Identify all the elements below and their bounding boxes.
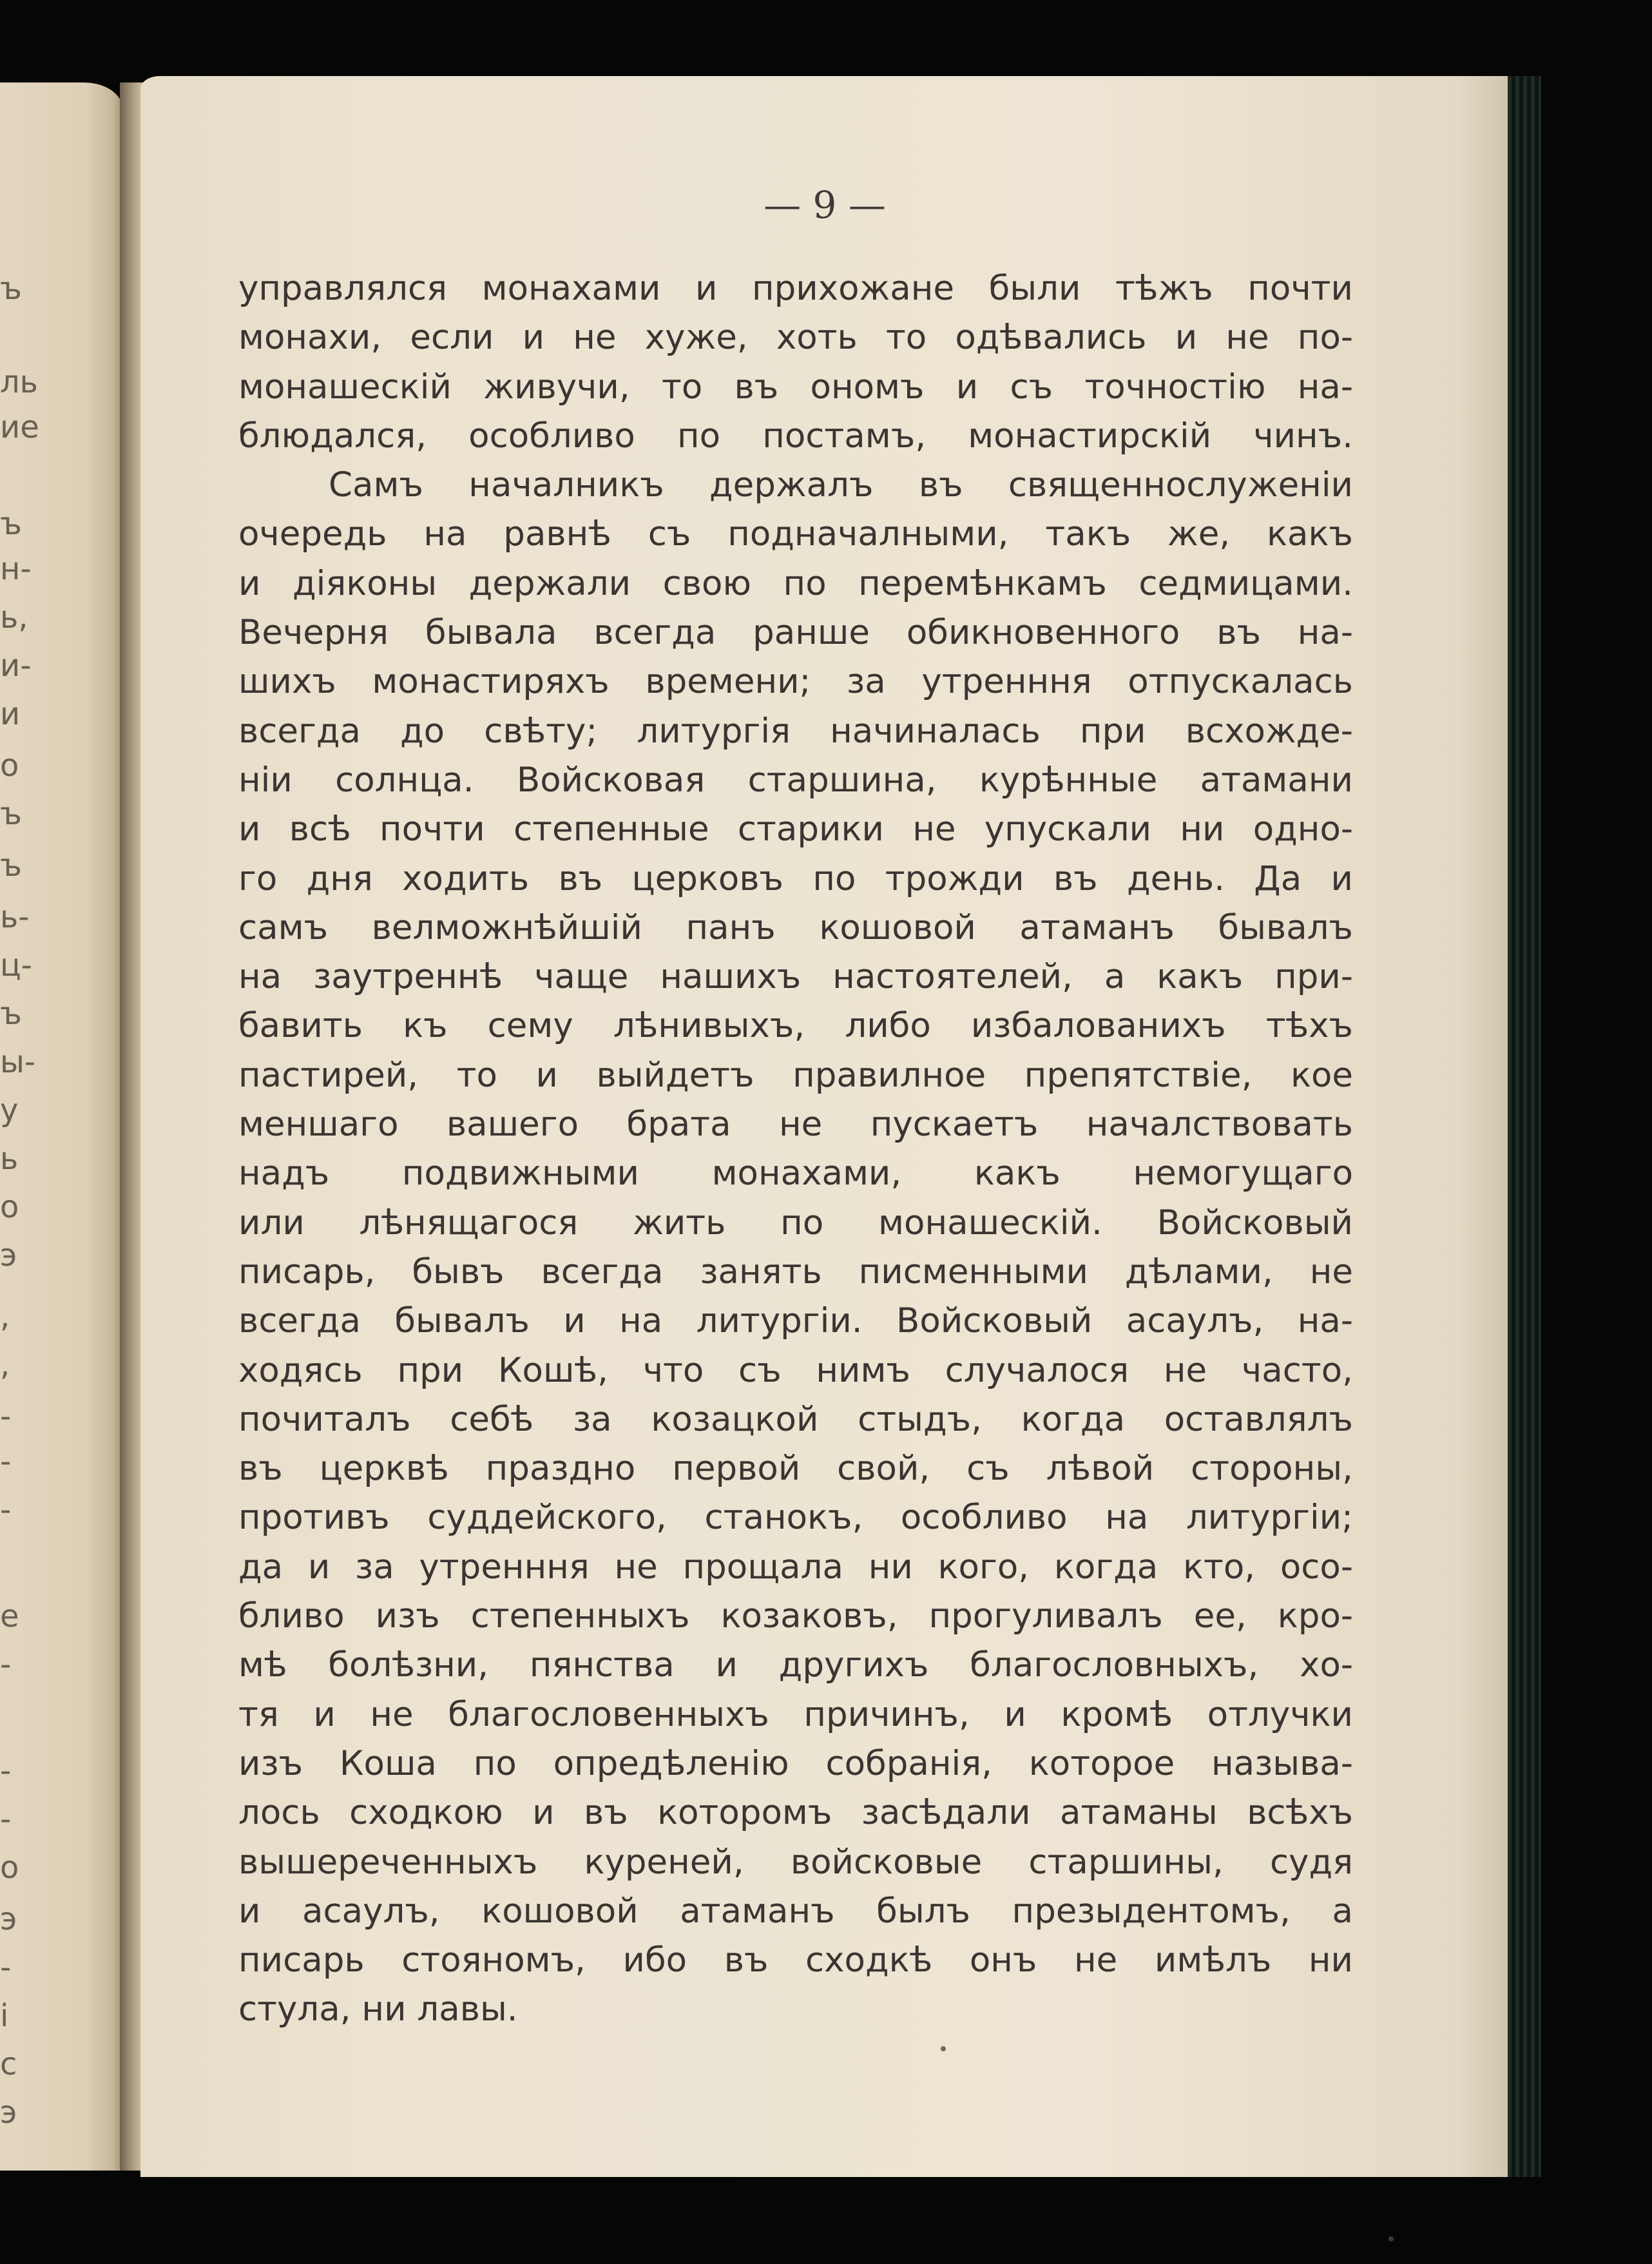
left-page-fragment: и- bbox=[0, 648, 32, 684]
left-page-fragment: , bbox=[0, 1347, 10, 1383]
left-page-fragment: - bbox=[0, 1647, 12, 1683]
left-page-fragment: ъ bbox=[0, 847, 22, 884]
left-page-fragment: у bbox=[0, 1092, 19, 1128]
left-page-fragment: - bbox=[0, 1753, 12, 1789]
left-page-fragment: э bbox=[0, 1237, 17, 1273]
left-page-fragment: - bbox=[0, 1950, 12, 1986]
text-line: и асаулъ, кошовой атаманъ былъ презыдентомъ, а bbox=[238, 1891, 1353, 1931]
left-page-fragment: - bbox=[0, 1444, 12, 1480]
left-page-fragment: ие bbox=[0, 409, 39, 445]
left-page-fragment: о bbox=[0, 748, 19, 784]
text-line: монахи, если и не хуже, хоть то одѣвались и не по- bbox=[238, 318, 1353, 358]
left-page-fragment: о bbox=[0, 1850, 19, 1886]
left-page-fragment: і bbox=[0, 1998, 9, 2034]
text-line: и всѣ почти степенные старики не упускали ни одно- bbox=[238, 809, 1353, 849]
text-line: въ церквѣ праздно первой свой, съ лѣвой стороны, bbox=[238, 1449, 1353, 1489]
book-page-edge bbox=[1508, 76, 1541, 2177]
left-page-fragment: ъ bbox=[0, 996, 22, 1032]
text-line: шихъ монастиряхъ времени; за утренння отпускалась bbox=[238, 662, 1353, 702]
left-page-fragment: э bbox=[0, 2095, 17, 2131]
text-line: Вечерня бывала всегда ранше обикновенного въ на- bbox=[238, 613, 1353, 653]
text-line: самъ велможнѣйшій панъ кошовой атаманъ бывалъ bbox=[238, 907, 1353, 947]
text-line: тя и не благословенныхъ причинъ, и кромѣ отлучки bbox=[238, 1694, 1353, 1734]
text-line: го дня ходить въ церковъ по трожди въ день. Да и bbox=[238, 858, 1353, 898]
text-line-paragraph-start: Самъ началникъ держалъ въ священнослуженіи bbox=[329, 465, 1353, 505]
left-page-fragment: ъ bbox=[0, 271, 22, 307]
text-line: управлялся монахами и прихожане были тѣжъ почти bbox=[238, 269, 1353, 308]
text-line: изъ Коша по опредѣленію собранія, которое называ- bbox=[238, 1743, 1353, 1783]
left-page-fragment: ъ bbox=[0, 796, 22, 832]
text-line: писарь стояномъ, ибо въ сходкѣ онъ не имѣлъ ни bbox=[238, 1940, 1353, 1980]
left-page-fragment: ы- bbox=[0, 1044, 36, 1080]
text-line: бавить къ сему лѣнивыхъ, либо избалованихъ тѣхъ bbox=[238, 1006, 1353, 1046]
text-line: меншаго вашего брата не пускаетъ началствовать bbox=[238, 1105, 1353, 1145]
left-page-fragment: ц- bbox=[0, 947, 32, 983]
text-line: надъ подвижными монахами, какъ немогущаго bbox=[238, 1154, 1353, 1194]
page-body-text bbox=[238, 264, 1353, 2035]
left-page-fragment: о bbox=[0, 1189, 19, 1225]
text-line: ходясь при Кошѣ, что съ нимъ случалося не часто, bbox=[238, 1350, 1353, 1390]
text-line: очередь на равнѣ съ подначалными, такъ же, какъ bbox=[238, 514, 1353, 554]
text-line: ніи солнца. Войсковая старшина, курѣнные атамани bbox=[238, 760, 1353, 800]
text-line: всегда бывалъ и на литургіи. Войсковый асаулъ, на- bbox=[238, 1301, 1353, 1341]
left-page-fragment: - bbox=[0, 1398, 12, 1435]
left-page-fragment: э bbox=[0, 1901, 17, 1937]
dust-speck bbox=[1388, 2236, 1394, 2241]
left-page-fragment: ь, bbox=[0, 599, 28, 635]
text-line: монашескій живучи, то въ ономъ и съ точностію на- bbox=[238, 367, 1353, 407]
left-page-fragment: с bbox=[0, 2046, 17, 2082]
ink-speck bbox=[941, 2046, 946, 2051]
text-line: почиталъ себѣ за козацкой стыдъ, когда оставлялъ bbox=[238, 1399, 1353, 1439]
left-page-fragment: ъ bbox=[0, 506, 22, 542]
text-line: противъ суддейского, станокъ, особливо на литургіи; bbox=[238, 1498, 1353, 1538]
text-line: мѣ болѣзни, пянства и другихъ благословныхъ, хо- bbox=[238, 1645, 1353, 1685]
text-line: да и за утренння не прощала ни кого, когда кто, осо- bbox=[238, 1547, 1353, 1587]
text-line: и діяконы держали свою по перемѣнкамъ седмицами. bbox=[238, 563, 1353, 603]
text-line-last: стула, ни лавы. bbox=[238, 1989, 518, 2029]
text-line: или лѣнящагося жить по монашескій. Войсковый bbox=[238, 1203, 1353, 1243]
left-page-fragment: ь bbox=[0, 1141, 19, 1177]
left-page-fragment: , bbox=[0, 1299, 10, 1335]
text-line: лось сходкою и въ которомъ засѣдали атаманы всѣхъ bbox=[238, 1793, 1353, 1833]
left-page-fragment: ль bbox=[0, 364, 38, 400]
text-line: всегда до свѣту; литургія начиналась при всхожде- bbox=[238, 711, 1353, 751]
text-line: вышереченныхъ куреней, войсковые старшины, судя bbox=[238, 1842, 1353, 1882]
left-page-fragment: - bbox=[0, 1801, 12, 1837]
left-page-fragment: и bbox=[0, 696, 21, 732]
left-page-fragment: - bbox=[0, 1492, 12, 1528]
page-number: — 9 — bbox=[764, 183, 886, 227]
text-line: бливо изъ степенныхъ козаковъ, прогуливалъ ее, кро- bbox=[238, 1596, 1353, 1636]
left-page-edge bbox=[0, 82, 122, 2171]
left-page-fragment: ь- bbox=[0, 899, 30, 935]
left-page-fragment: н- bbox=[0, 551, 32, 587]
text-line: на заутреннѣ чаще нашихъ настоятелей, а какъ при- bbox=[238, 957, 1353, 997]
text-line: пастирей, то и выйдетъ правилное препятствіе, кое bbox=[238, 1055, 1353, 1095]
text-line: писарь, бывъ всегда занять писменными дѣлами, не bbox=[238, 1252, 1353, 1292]
text-line: блюдался, особливо по постамъ, монастирскій чинъ. bbox=[238, 416, 1353, 456]
left-page-fragment: е bbox=[0, 1598, 19, 1634]
